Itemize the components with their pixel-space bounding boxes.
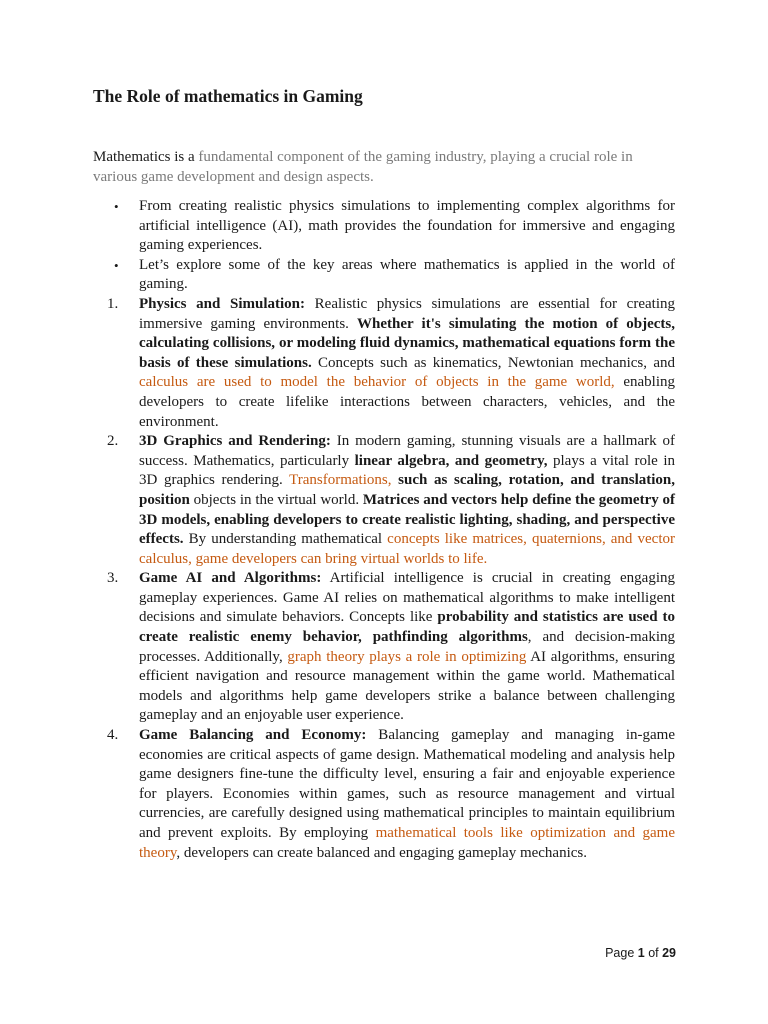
section-bold-text: such as scaling, rotation, and translation, position	[139, 472, 676, 508]
section-text: By understanding mathematical	[183, 531, 388, 548]
total-page-count: 29	[662, 946, 676, 960]
section-number: 2.	[107, 433, 119, 450]
bullet-text: Let’s explore some of the key areas where mathematics is applied in the world of gaming.	[139, 256, 675, 293]
section-text: Balancing gameplay and managing in-game economies are critical aspects of game design. Mathematical modeling and analysis help game designers fine-tune the difficulty level, ensuring a fair and enjoyable experience for players. Economies within games, such as resource management and virtual currencies, are carefully designed using mathematical principles to maintain equilibrium and prevent exploits. By employing	[139, 727, 676, 841]
section-bold-text: Whether it's simulating the motion of objects, calculating collisions, or modeling fluid dynamics, mathematical equations form the basis of these simulations.	[139, 315, 675, 371]
section-heading: Game Balancing and Economy:	[139, 727, 367, 744]
section-heading: 3D Graphics and Rendering:	[139, 433, 331, 450]
section-highlight-text: mathematical tools like optimization and game theory	[139, 825, 675, 861]
section-text: Concepts such as kinematics, Newtonian mechanics, and	[311, 354, 675, 371]
of-word: of	[644, 946, 663, 960]
bullet-item	[93, 197, 675, 256]
section-text: AI algorithms, ensuring efficient navigation and resource management within the game world. Mathematical models and algorithms help game developers strike a balance between challenging gameplay and an enjoyable user experience.	[139, 648, 675, 724]
page-word: Page	[605, 946, 638, 960]
page-footer	[605, 946, 676, 960]
section-game-ai	[93, 569, 675, 726]
section-3d-graphics	[93, 432, 675, 569]
current-page-number: 1	[637, 946, 645, 960]
section-bold-text: probability and statistics are used to create realistic enemy behavior, pathfinding algorithms	[139, 609, 675, 646]
intro-highlight: fundamental component of the gaming industry, playing a crucial role in various game development and design aspects.	[93, 149, 633, 185]
section-highlight-text: concepts like matrices, quaternions, and vector calculus, game developers can bring virtual worlds to life.	[139, 531, 675, 567]
bullet-item	[93, 256, 675, 295]
section-text: Artificial intelligence is crucial in creating engaging gameplay experiences. Game AI relies on mathematical algorithms to make intelligent decisions and simulate behaviors. Concepts like	[139, 570, 675, 626]
section-game-balancing	[93, 726, 675, 863]
section-bold-text: linear algebra, and geometry,	[354, 452, 548, 469]
section-text: In modern gaming, stunning visuals are a hallmark of success. Mathematics, particularly	[139, 433, 675, 469]
section-bold-text: Matrices and vectors help define the geometry of 3D models, enabling developers to create realistic lighting, shading, and perspective effects.	[139, 491, 675, 548]
section-number: 3.	[107, 570, 119, 587]
section-text: enabling developers to create lifelike interactions between characters, vehicles, and the environment.	[139, 374, 676, 430]
section-highlight-text: graph theory plays a role in optimizing	[287, 648, 527, 665]
section-text: plays a vital role in 3D graphics rendering.	[139, 452, 675, 489]
section-number: 1.	[107, 295, 119, 312]
content-list	[93, 197, 675, 863]
section-text: Realistic physics simulations are essential for creating immersive gaming environments.	[139, 295, 675, 332]
section-text: , and decision-making processes. Additionally,	[139, 629, 675, 665]
intro-lead: Mathematics is a	[93, 149, 199, 165]
bullet-marker: •	[114, 199, 119, 214]
section-heading: Game AI and Algorithms:	[139, 570, 322, 587]
intro-paragraph	[93, 148, 675, 187]
section-text: objects in the virtual world.	[189, 491, 363, 508]
section-highlight-text: Transformations,	[289, 472, 392, 489]
bullet-text: From creating realistic physics simulations to implementing complex algorithms for artificial intelligence (AI), math provides the foundation for immersive and engaging gaming experiences.	[139, 198, 675, 254]
page-title: The Role of mathematics in Gaming	[93, 86, 363, 106]
bullet-marker: •	[114, 257, 119, 273]
section-heading: Physics and Simulation:	[139, 295, 306, 312]
section-number: 4.	[107, 727, 119, 744]
section-highlight-text: calculus are used to model the behavior of objects in the game world,	[139, 374, 615, 391]
section-text: , developers can create balanced and engaging gameplay mechanics.	[176, 844, 587, 861]
section-physics-simulation	[93, 295, 675, 432]
